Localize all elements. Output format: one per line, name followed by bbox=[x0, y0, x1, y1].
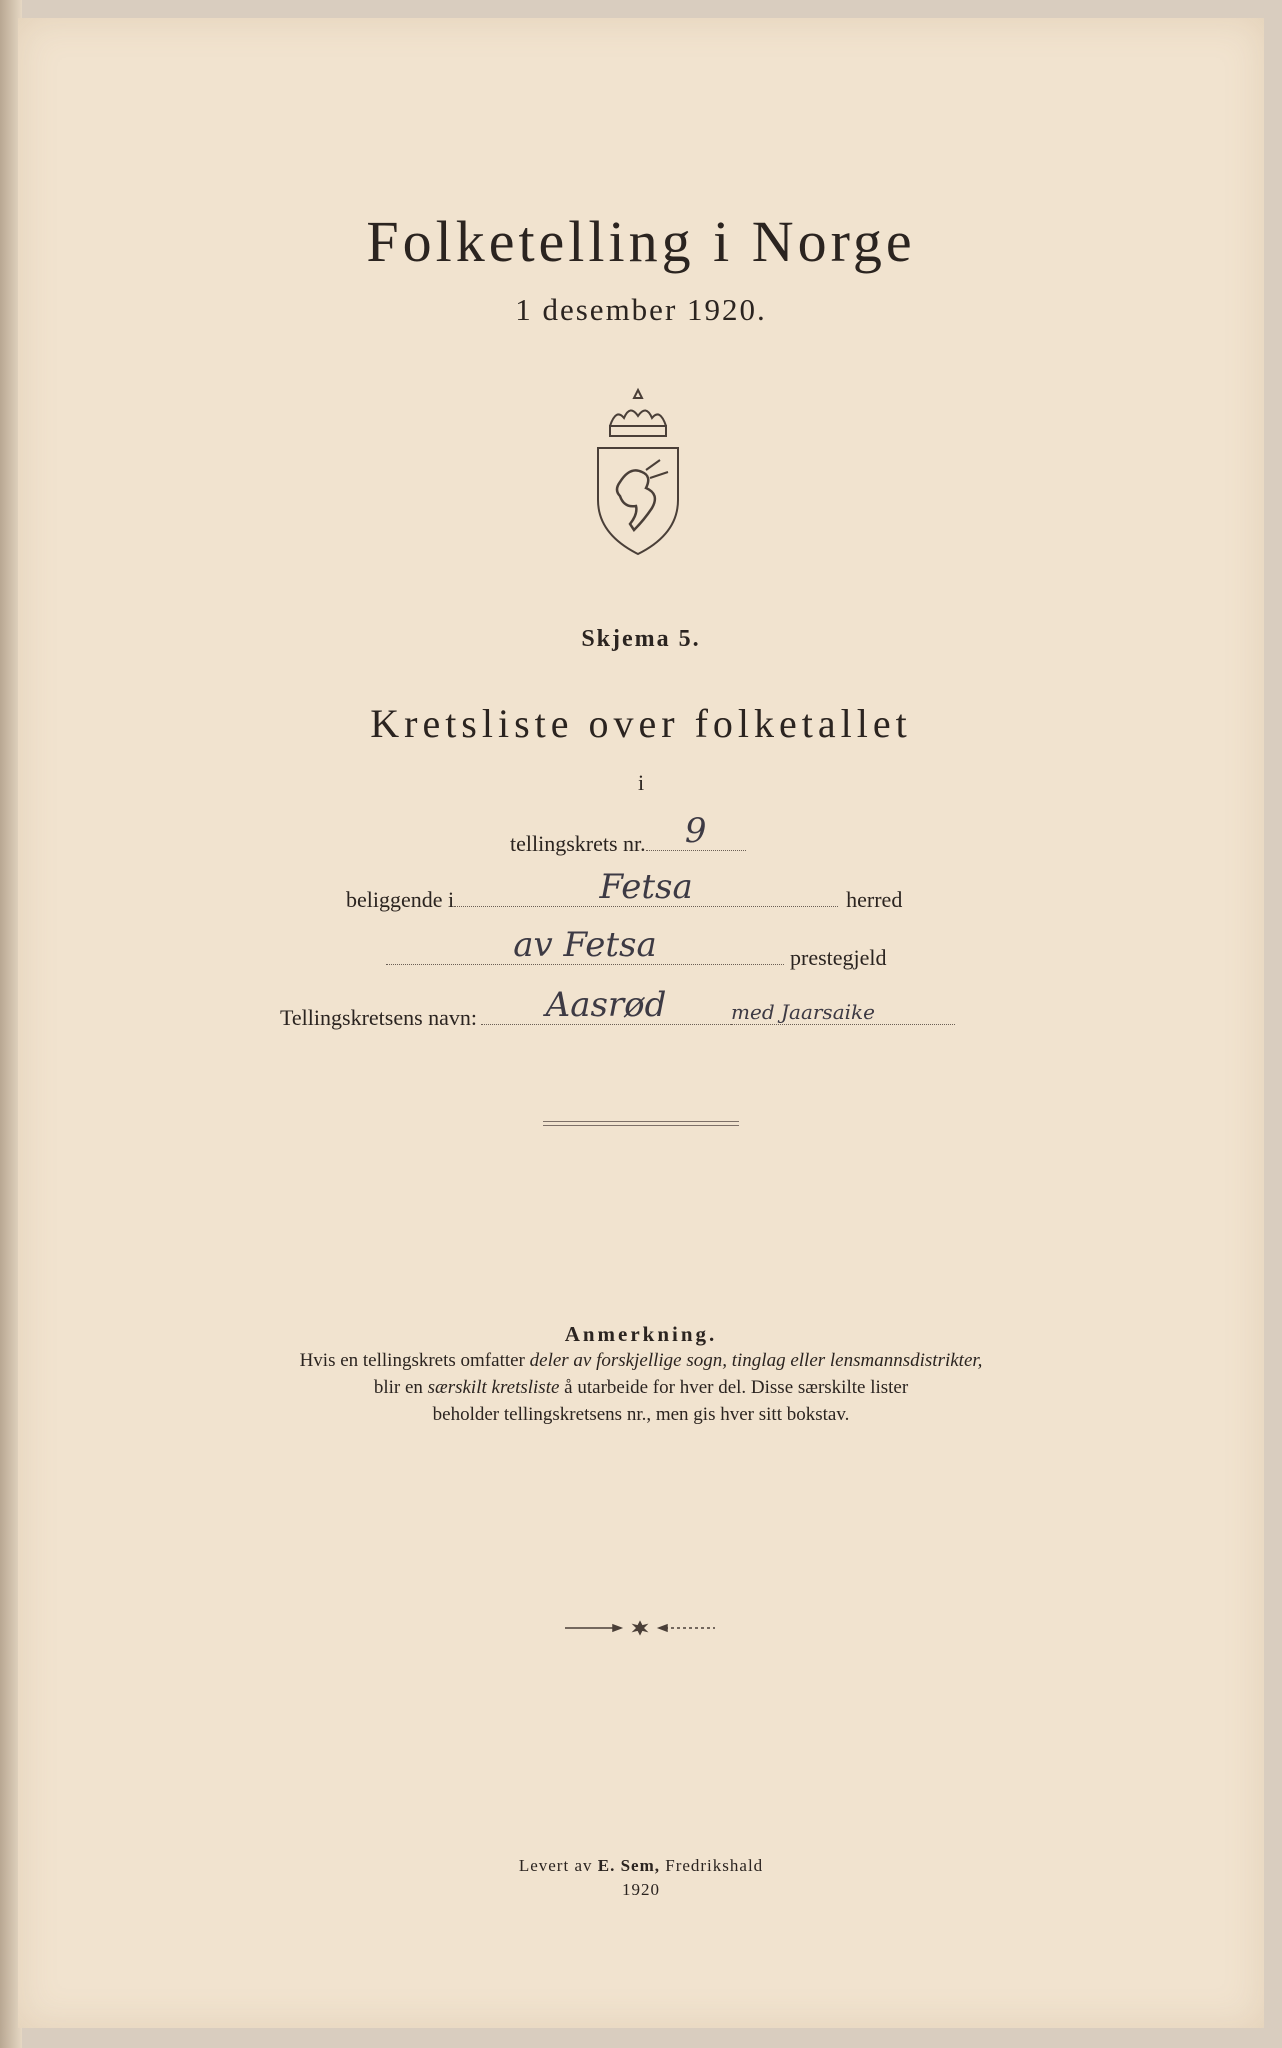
krets-label: tellingskrets nr. bbox=[510, 831, 646, 856]
navn-extra-value: med Jaarsaike bbox=[731, 1000, 875, 1024]
note-emphasis: særskilt kretsliste bbox=[427, 1377, 560, 1398]
navn-label: Tellingskretsens navn: bbox=[280, 1005, 478, 1030]
navn-field bbox=[481, 985, 731, 1025]
note-line-2 bbox=[0, 1377, 1282, 1399]
note-line-1 bbox=[0, 1350, 1282, 1372]
note-text: å utarbeide for hver del. Disse særskilte lister bbox=[559, 1377, 909, 1398]
krets-row bbox=[510, 811, 746, 857]
ornament-divider-icon bbox=[565, 1620, 715, 1636]
document-subtitle: Kretsliste over folketallet bbox=[370, 701, 912, 746]
herred-value: Fetsa bbox=[599, 867, 693, 907]
prestegjeld-value: av Fetsa bbox=[513, 925, 657, 965]
note-line-3: beholder tellingskretsens nr., men gis hver sitt bokstav. bbox=[432, 1404, 850, 1425]
note-emphasis: deler av forskjellige sogn, tinglag eller lensmannsdistrikter, bbox=[529, 1350, 983, 1371]
printer-prefix: Levert av bbox=[518, 1856, 598, 1875]
krets-field bbox=[646, 811, 746, 851]
prestegjeld-row bbox=[386, 925, 887, 971]
printer-city: Fredrikshald bbox=[659, 1856, 764, 1875]
section-divider bbox=[543, 1121, 739, 1126]
printer-name: E. Sem, bbox=[597, 1856, 660, 1875]
prestegjeld-label: prestegjeld bbox=[790, 945, 887, 970]
note-text: Hvis en tellingskrets omfatter bbox=[299, 1350, 530, 1371]
herred-label: herred bbox=[846, 887, 903, 912]
note-text: blir en bbox=[373, 1377, 428, 1398]
beliggende-label: beliggende i bbox=[346, 887, 455, 912]
norwegian-coat-of-arms-icon bbox=[590, 386, 686, 558]
census-date: 1 desember 1920. bbox=[515, 292, 767, 327]
krets-value: 9 bbox=[684, 811, 707, 851]
schema-number: Skjema 5. bbox=[581, 626, 701, 652]
herred-field bbox=[454, 867, 838, 907]
navn-row bbox=[280, 985, 955, 1031]
note-title: Anmerkning. bbox=[564, 1322, 718, 1346]
herred-row bbox=[346, 867, 903, 913]
navn-value: Aasrød bbox=[545, 985, 667, 1025]
document-title: Folketelling i Norge bbox=[366, 209, 916, 274]
printer-year: 1920 bbox=[622, 1880, 660, 1899]
navn-extra-field bbox=[731, 994, 955, 1025]
connector-text: i bbox=[637, 770, 645, 795]
prestegjeld-field bbox=[386, 925, 784, 965]
printer-credit bbox=[0, 1856, 1282, 1876]
